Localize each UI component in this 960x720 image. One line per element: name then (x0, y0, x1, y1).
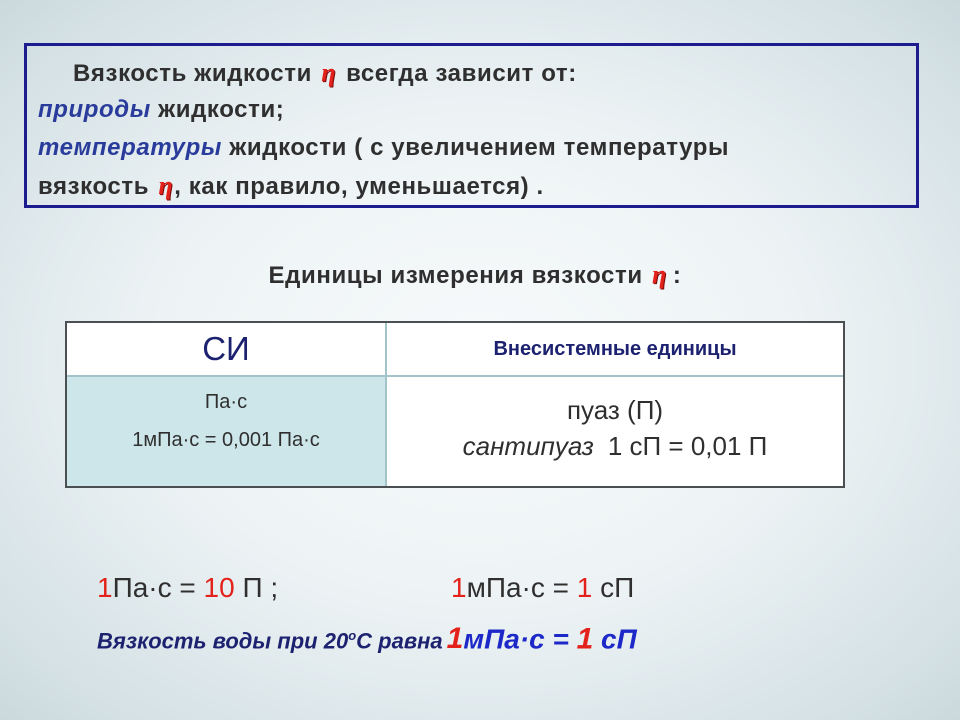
relation-value: 1 (451, 572, 467, 603)
dependence-intro-tail: всегда зависит от: (346, 60, 577, 87)
units-heading (0, 261, 950, 290)
poise-unit: пуаз (П) (566, 395, 664, 425)
temperature-effect-line (38, 172, 544, 201)
relation-unit: сП (592, 572, 635, 603)
pascal-poise-relation (97, 571, 278, 605)
millipascal-conversion: 1мПа·с = 0,001 Па·с (132, 429, 320, 451)
water-note-text: Вязкость воды при 20 (97, 628, 349, 654)
units-heading-colon: : (672, 262, 682, 289)
dependence-intro-line (73, 59, 577, 88)
temperature-keyword: температуры (38, 134, 222, 161)
temperature-effect-text: вязкость (38, 173, 157, 200)
si-header: СИ (202, 330, 250, 367)
pascal-second-unit: Па·с (204, 391, 248, 413)
water-note-text: С равна (356, 628, 443, 654)
water-viscosity-note (97, 619, 637, 658)
nature-factor-text: жидкости; (150, 96, 285, 123)
centipoise-conversion: 1 сП = 0,01 П (607, 431, 768, 461)
units-heading-text: Единицы измерения вязкости (268, 262, 650, 289)
viscosity-units-table (65, 321, 845, 488)
eta-symbol: η (321, 58, 337, 87)
water-value: 1 (446, 622, 464, 656)
dependence-intro-text: Вязкость жидкости (73, 60, 320, 87)
temperature-factor-line (38, 134, 729, 162)
degree-mark: о (348, 628, 357, 643)
non-si-header-cell (387, 323, 843, 377)
relation-value: 1 (576, 572, 593, 603)
water-unit: мПа·с = (463, 623, 577, 655)
water-value: 1 (576, 622, 594, 656)
temperature-effect-tail: , как правило, уменьшается) . (174, 173, 544, 200)
non-si-units-cell (387, 377, 843, 486)
relation-value: 10 (203, 572, 235, 603)
relation-unit: мПа·с = (466, 572, 577, 603)
millipascal-centipoise-relation (451, 571, 634, 605)
si-header-cell (67, 323, 387, 377)
water-unit: сП (593, 623, 637, 655)
nature-keyword: природы (38, 96, 151, 123)
eta-symbol: η (651, 260, 667, 289)
relation-unit: П ; (234, 572, 279, 603)
relation-value: 1 (97, 572, 113, 603)
temperature-factor-text: жидкости ( с увеличением температуры (222, 134, 730, 161)
relation-unit: Па·с = (112, 572, 204, 603)
eta-symbol: η (158, 171, 174, 200)
nature-factor-line (38, 96, 284, 124)
centipoise-line (387, 428, 843, 464)
non-si-header: Внесистемные единицы (493, 337, 737, 360)
viscosity-dependence-box (24, 43, 919, 208)
si-units-cell (67, 377, 387, 486)
centipoise-label: сантипуаз (462, 431, 594, 461)
